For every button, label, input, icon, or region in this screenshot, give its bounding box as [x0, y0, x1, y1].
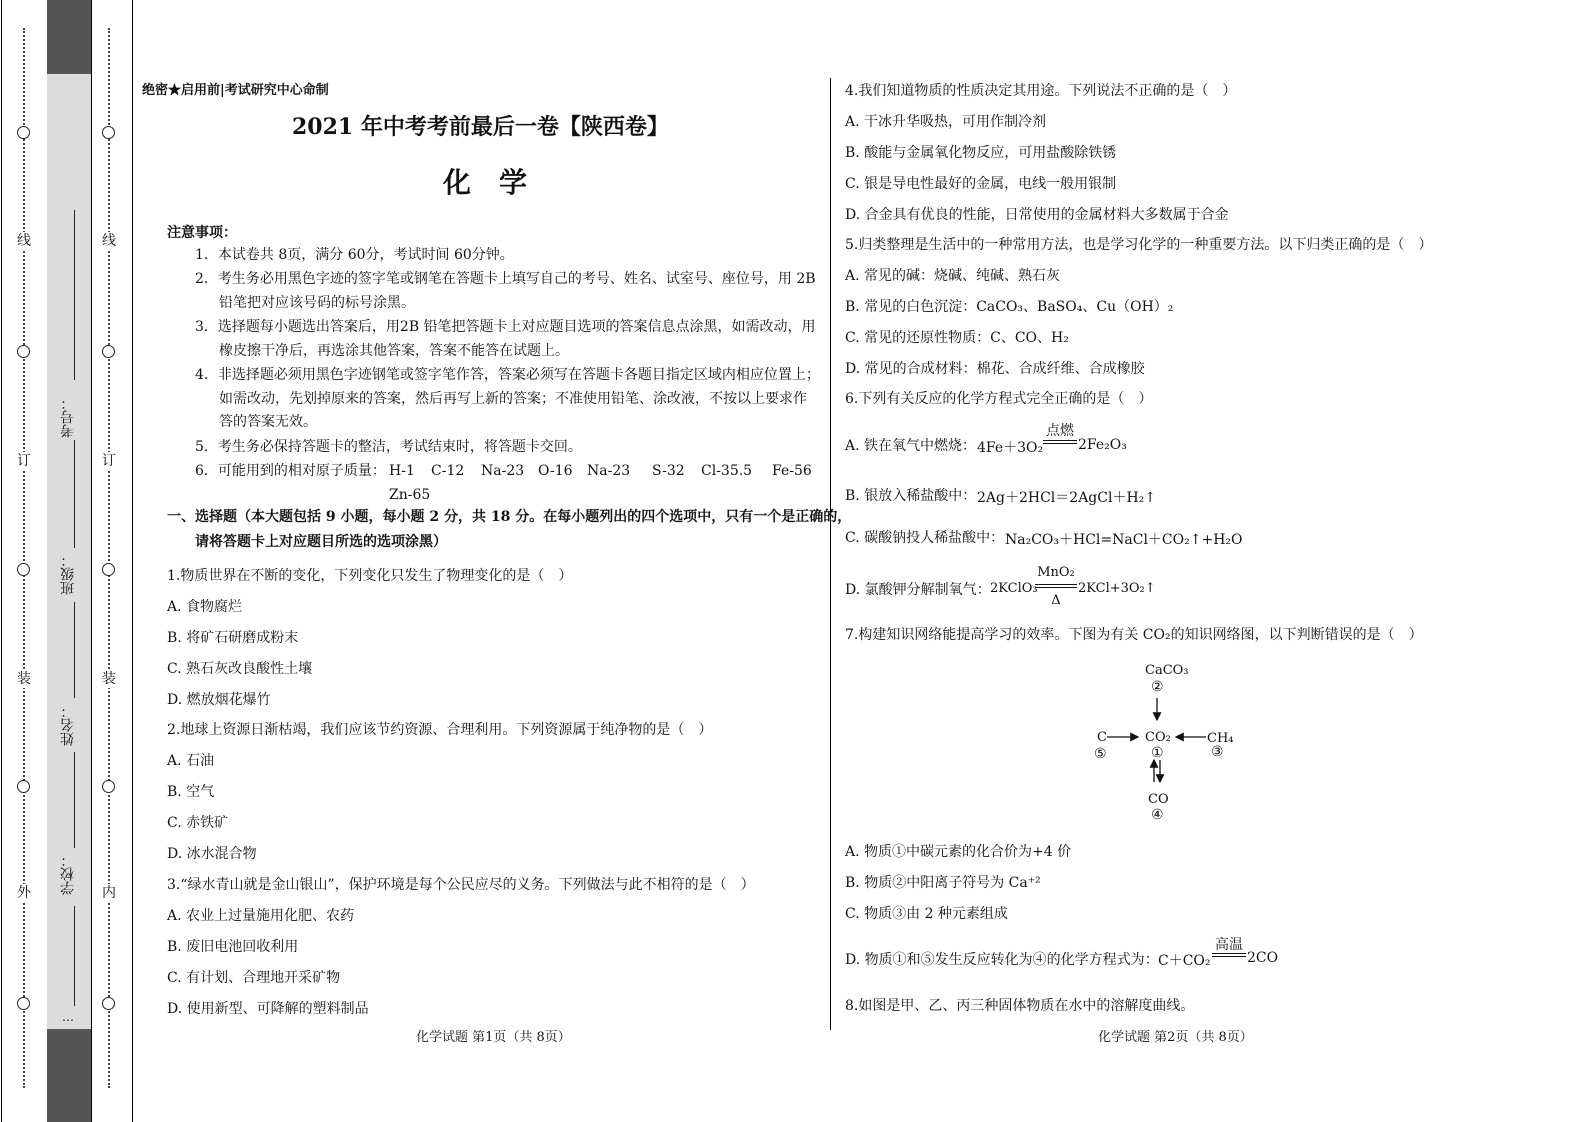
option[interactable]: D. 燃放烟花爆竹	[167, 692, 271, 708]
option[interactable]: A. 常见的碱：烧碱、纯碱、熟石灰	[845, 268, 1061, 284]
binding-hole-icon	[17, 126, 30, 139]
node-co2: CO₂	[1145, 730, 1171, 745]
outer-char: 外	[17, 885, 31, 901]
option[interactable]: A. 石油	[167, 753, 215, 769]
atomic-mass: C-12	[431, 463, 465, 479]
option[interactable]: B. 废旧电池回收利用	[167, 939, 299, 955]
outer-char: 装	[17, 671, 31, 687]
binding-hole-icon	[17, 345, 30, 358]
option[interactable]: C. 银是导电性最好的金属，电线一般用银制	[845, 176, 1117, 192]
name-line[interactable]	[74, 602, 75, 698]
notice-item: 铅笔把对应该号码的标号涂黑。	[219, 295, 415, 311]
option[interactable]: C. 物质③由 2 种元素组成	[845, 906, 1008, 922]
inner-char: 线	[102, 233, 116, 249]
section-heading: 一、选择题（本大题包括 9 小题，每小题 2 分，共 18 分。在每小题列出的四个选项中，只有一个是正确的，	[167, 509, 852, 525]
equation-left: 4Fe＋3O₂	[977, 440, 1044, 456]
option[interactable]: A. 干冰升华吸热，可用作制冷剂	[845, 114, 1047, 130]
option-text: B. 银放入稀盐酸中：	[845, 488, 977, 504]
margin-border-line	[132, 0, 133, 1122]
option[interactable]	[845, 951, 1159, 969]
option[interactable]: B. 酸能与金属氧化物反应，可用盐酸除铁锈	[845, 145, 1117, 161]
option[interactable]: C. 有计划、合理地开采矿物	[167, 970, 341, 986]
binding-hole-icon	[102, 780, 115, 793]
node-number: ①	[1151, 745, 1164, 761]
equation-left: 2KClO₃	[990, 581, 1038, 596]
node-caco3: CaCO₃	[1145, 663, 1189, 678]
option[interactable]: D. 使用新型、可降解的塑料制品	[167, 1001, 369, 1017]
section-heading: 请将答题卡上对应题目所选的选项涂黑）	[195, 534, 447, 550]
name-label: 姓名：	[60, 704, 76, 746]
notice-item: 2．考生务必用黑色字迹的签字笔或钢笔在答题卡上填写自己的考号、姓名、试室号、座位号，用 2B	[195, 271, 816, 287]
node-number: ④	[1151, 807, 1164, 823]
binding-hole-icon	[17, 997, 30, 1010]
school-line[interactable]	[74, 752, 75, 848]
binding-hole-icon	[17, 780, 30, 793]
option-text: C. 碳酸钠投人稀盐酸中：	[845, 530, 1005, 546]
reaction-condition: 高温	[1215, 937, 1243, 953]
exam-title: 2021 年中考考前最后一卷【陕西卷】	[292, 114, 669, 140]
question-stem: 5.归类整理是生活中的一种常用方法，也是学习化学的一种重要方法。以下归类正确的是（ ）	[845, 237, 1433, 253]
exam-number-label: 考号：	[60, 396, 76, 438]
atomic-mass: Zn-65	[389, 487, 431, 503]
notice-item: 5．考生务必保持答题卡的整洁，考试结束时，将答题卡交回。	[195, 439, 582, 455]
question-stem: 4.我们知道物质的性质决定其用途。下列说法不正确的是（ ）	[845, 83, 1237, 99]
outer-char: 订	[17, 453, 31, 469]
notice-item: 4．非选择题必须用黑色字迹钢笔或签字笔作答，答案必须写在答题卡各题目指定区域内相应位置上；	[195, 367, 820, 383]
inner-char: 订	[102, 453, 116, 469]
question-stem: 2.地球上资源日渐枯竭，我们应该节约资源、合理利用。下列资源属于纯净物的是（ ）	[167, 722, 713, 738]
option[interactable]: C. 赤铁矿	[167, 815, 229, 831]
outer-char: 线	[17, 233, 31, 249]
atomic-mass: Na-23	[587, 463, 631, 479]
strip-dark-bottom	[47, 1029, 91, 1122]
binding-hole-icon	[17, 563, 30, 576]
binding-hole-icon	[102, 563, 115, 576]
option[interactable]	[845, 487, 976, 505]
option[interactable]	[845, 581, 991, 599]
equation: Na₂CO₃＋HCl=NaCl＋CO₂↑+H₂O	[1005, 532, 1243, 548]
equals-sign	[1043, 440, 1077, 444]
option[interactable]: D. 冰水混合物	[167, 846, 257, 862]
notice-item: 3．选择题每小题选出答案后，用2B 铅笔把答题卡上对应题目选项的答案信息点涂黑，如需改动，用	[195, 319, 816, 335]
atomic-mass: H-1	[389, 463, 415, 479]
option-text: A. 铁在氧气中燃烧：	[845, 438, 977, 454]
inner-char: 装	[102, 671, 116, 687]
reaction-condition: 点燃	[1046, 423, 1074, 439]
node-ch4: CH₄	[1207, 731, 1234, 746]
option[interactable]	[845, 529, 1004, 547]
subject-title: 化 学	[443, 166, 528, 199]
atomic-mass: O-16	[538, 463, 573, 479]
option[interactable]: C. 熟石灰改良酸性土壤	[167, 661, 313, 677]
option[interactable]: A. 物质①中碳元素的化合价为+4 价	[845, 844, 1072, 860]
option[interactable]: B. 物质②中阳离子符号为 Ca⁺²	[845, 875, 1041, 891]
option[interactable]: A. 食物腐烂	[167, 599, 243, 615]
option[interactable]: A. 农业上过量施用化肥、农药	[167, 908, 355, 924]
atomic-mass: Cl-35.5	[701, 463, 753, 479]
option[interactable]: B. 空气	[167, 784, 215, 800]
binding-hole-icon	[102, 997, 115, 1010]
node-number: ⑤	[1094, 746, 1107, 762]
binding-hole-icon	[102, 126, 115, 139]
node-co: CO	[1148, 792, 1169, 807]
strip-dark-top	[47, 0, 91, 74]
atomic-mass: S-32	[652, 463, 685, 479]
option-text: D. 物质①和⑤发生反应转化为④的化学方程式为：	[845, 952, 1159, 968]
diagram-arrows	[1080, 690, 1240, 800]
binding-hole-icon	[102, 345, 115, 358]
margin-border-line	[91, 0, 92, 1122]
atomic-mass: Fe-56	[772, 463, 812, 479]
notice-item: 6．可能用到的相对原子质量：	[195, 463, 386, 479]
class-label: 班级：	[60, 553, 76, 595]
reaction-heat: Δ	[1051, 593, 1061, 608]
question-stem: 7.构建知识网络能提高学习的效率。下图为有关 CO₂的知识网络图，以下判断错误的是（ ）	[845, 627, 1423, 643]
option[interactable]: D. 合金具有优良的性能，日常使用的金属材料大多数属于合金	[845, 207, 1229, 223]
school-label: 学校：	[60, 853, 76, 895]
reaction-catalyst: MnO₂	[1037, 565, 1075, 580]
option[interactable]: D. 常见的合成材料：棉花、合成纤维、合成橡胶	[845, 361, 1145, 377]
atomic-mass: Na-23	[481, 463, 525, 479]
page-footer: 化学试题 第2页（共 8页）	[1098, 1030, 1253, 1045]
equation-left: C＋CO₂	[1158, 953, 1211, 969]
school-line-extra	[74, 906, 75, 1006]
inner-cut-line	[108, 28, 110, 1088]
option[interactable]: B. 常见的白色沉淀：CaCO₃、BaSO₄、Cu（OH）₂	[845, 299, 1174, 315]
option-text: D. 氯酸钾分解制氧气：	[845, 582, 991, 598]
option[interactable]	[845, 437, 976, 455]
equals-sign	[1035, 584, 1077, 588]
question-stem: 8.如图是甲、乙、丙三种固体物质在水中的溶解度曲线。	[845, 998, 1195, 1014]
node-number: ②	[1151, 679, 1164, 695]
question-stem: 6.下列有关反应的化学方程式完全正确的是（ ）	[845, 391, 1153, 407]
ellipsis-mark: …	[62, 1010, 74, 1024]
option[interactable]: C. 常见的还原性物质：C、CO、H₂	[845, 330, 1069, 346]
exam-number-line[interactable]	[74, 210, 75, 380]
equation-right: 2CO	[1247, 950, 1279, 966]
notice-item: 1．本试卷共 8页，满分 60分，考试时间 60分钟。	[195, 247, 514, 263]
node-number: ③	[1211, 744, 1224, 760]
class-line[interactable]	[74, 440, 75, 548]
equals-sign	[1212, 953, 1246, 957]
question-stem: 1.物质世界在不断的变化，下列变化只发生了物理变化的是（ ）	[167, 568, 573, 584]
equation-right: 2KCl+3O₂↑	[1078, 581, 1156, 596]
notice-heading: 注意事项：	[167, 225, 237, 241]
column-divider	[830, 78, 831, 1030]
notice-item: 答的答案无效。	[219, 414, 317, 430]
margin-border-line	[1, 0, 2, 1122]
equation: 2Ag＋2HCl＝2AgCl＋H₂↑	[977, 490, 1157, 506]
equation-right: 2Fe₂O₃	[1078, 437, 1127, 453]
notice-item: 如需改动，先划掉原来的答案，然后再写上新的答案；不准使用铅笔、涂改液，不按以上要求作	[219, 391, 807, 407]
question-stem: 3.“绿水青山就是金山银山”，保护环境是每个公民应尽的义务。下列做法与此不相符的是（ ）	[167, 877, 755, 893]
secret-header: 绝密★启用前|考试研究中心命制	[142, 83, 329, 98]
binding-margin	[0, 0, 135, 1122]
notice-item: 橡皮擦干净后，再选涂其他答案，答案不能答在试题上。	[219, 343, 569, 359]
page-footer: 化学试题 第1页（共 8页）	[416, 1030, 571, 1045]
option[interactable]: B. 将矿石研磨成粉末	[167, 630, 299, 646]
outer-cut-line	[23, 28, 25, 1088]
inner-char: 内	[102, 885, 116, 901]
node-c: C	[1097, 730, 1107, 745]
